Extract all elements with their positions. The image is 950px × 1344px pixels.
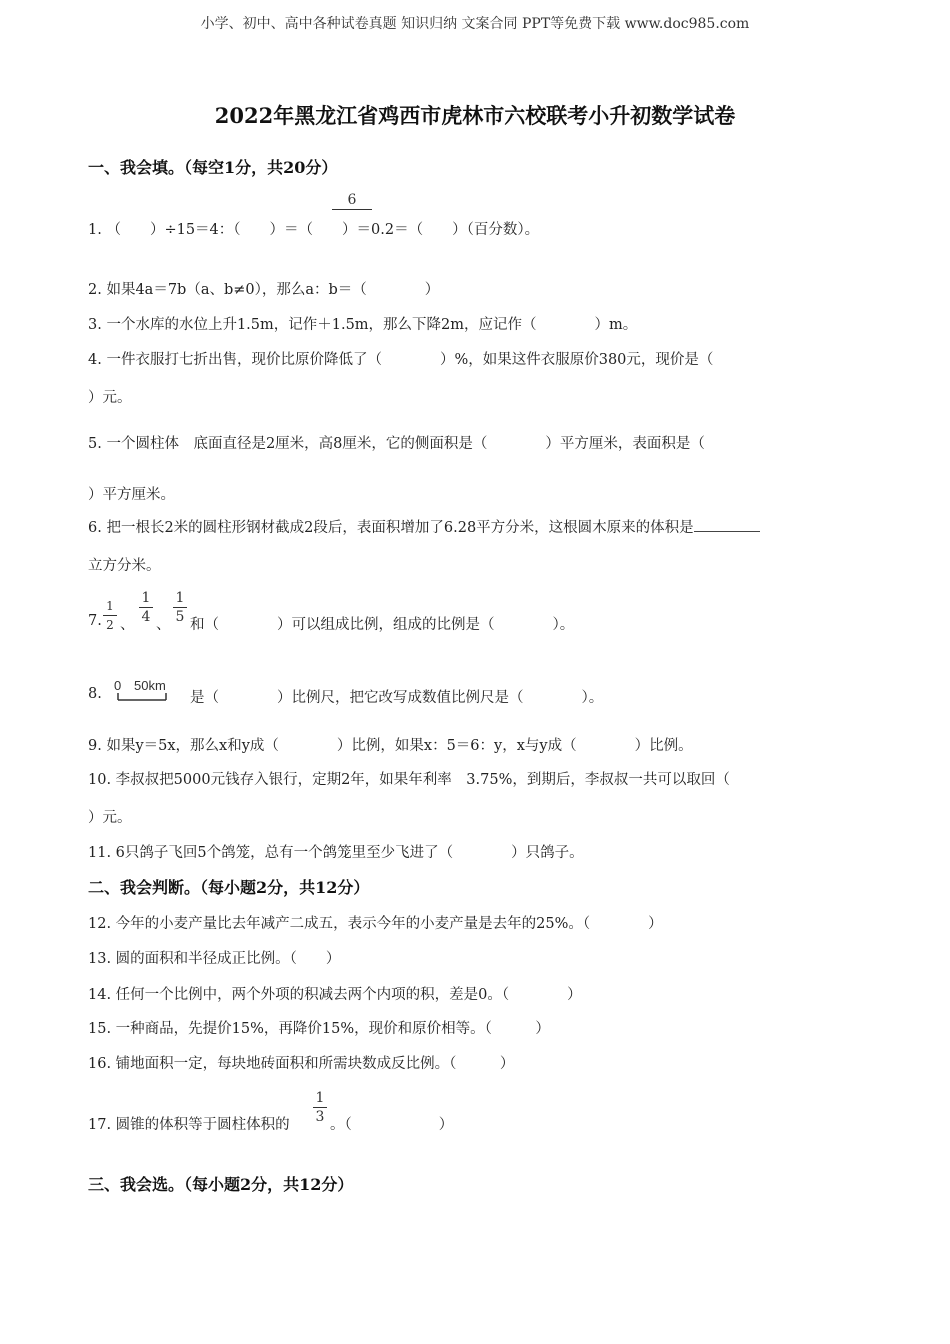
question-17-prefix: 17. 圆锥的体积等于圆柱体积的 [88, 1117, 290, 1133]
question-8-text: 是（ ）比例尺，把它改写成数值比例尺是（ ）。 [190, 690, 604, 706]
question-9: 9. 如果y＝5x，那么x和y成（ ）比例，如果x：5＝6：y，x与y成（ ）比例。 [88, 738, 693, 754]
numerator: 1 [315, 1090, 325, 1106]
q1-fraction-numerator: 6 [347, 192, 357, 208]
fraction-bar [313, 1107, 327, 1108]
q7-separator-2: 、 [156, 617, 171, 633]
scale-zero: 0 [114, 678, 122, 693]
question-6-line2: 立方分米。 [88, 558, 161, 574]
q17-fraction [313, 1090, 327, 1125]
fraction-bar [173, 607, 187, 608]
question-6-line1 [88, 516, 760, 537]
scale-label: 50km [134, 678, 166, 693]
answer-blank [694, 530, 760, 532]
section-fill-in: 一、我会填。（每空1分，共20分） [88, 158, 338, 177]
section-choose: 三、我会选。（每小题2分，共12分） [88, 1175, 354, 1194]
question-2: 2. 如果4a＝7b（a、b≠0），那么a：b＝（ ） [88, 282, 440, 298]
denominator: 5 [175, 609, 185, 625]
denominator: 2 [106, 618, 114, 632]
fraction-bar [103, 615, 117, 616]
question-7-prefix: 7. [88, 613, 102, 629]
question-7-text: 和（ ）可以组成比例，组成的比例是（ ）。 [190, 617, 575, 633]
question-10-line1: 10. 李叔叔把5000元钱存入银行，定期2年，如果年利率 3.75%，到期后，李叔叔一共可以取回（ [88, 772, 730, 788]
question-5-line1: 5. 一个圆柱体 底面直径是2厘米，高8厘米，它的侧面积是（ ）平方厘米，表面积是（ [88, 436, 705, 452]
numerator: 1 [175, 590, 185, 606]
denominator: 4 [141, 609, 151, 625]
question-12: 12. 今年的小麦产量比去年减产二成五，表示今年的小麦产量是去年的25%。（ ） [88, 916, 663, 932]
question-5-line2: ）平方厘米。 [88, 487, 175, 503]
fraction-bar [139, 607, 153, 608]
q7-fraction-1 [103, 598, 117, 633]
question-15: 15. 一种商品，先提价15%，再降价15%，现价和原价相等。（ ） [88, 1021, 550, 1037]
page-title: 2022年黑龙江省鸡西市虎林市六校联考小升初数学试卷 [214, 103, 736, 128]
q7-fraction-2 [139, 590, 153, 625]
question-4-line1: 4. 一件衣服打七折出售，现价比原价降低了（ ）%，如果这件衣服原价380元，现价是（ [88, 352, 714, 368]
denominator: 3 [315, 1109, 325, 1125]
site-header: 小学、初中、高中各种试卷真题 知识归纳 文案合同 PPT等免费下载 www.doc985.com [200, 16, 750, 32]
q7-separator-1: 、 [120, 617, 135, 633]
q1-fraction [332, 192, 372, 211]
question-1: 1. （ ）÷15＝4：（ ）＝（ ）＝0.2＝（ ）（百分数）。 [88, 222, 540, 238]
question-11: 11. 6只鸽子飞回5个鸽笼，总有一个鸽笼里至少飞进了（ ）只鸽子。 [88, 845, 584, 861]
numerator: 1 [141, 590, 151, 606]
question-3: 3. 一个水库的水位上升1.5m，记作＋1.5m，那么下降2m，应记作（ ）m。 [88, 317, 638, 333]
fraction-bar [332, 209, 372, 210]
question-14: 14. 任何一个比例中，两个外项的积减去两个内项的积，差是0。（ ） [88, 987, 582, 1003]
q7-fraction-3 [173, 590, 187, 625]
question-16: 16. 铺地面积一定，每块地砖面积和所需块数成反比例。（ ） [88, 1056, 515, 1072]
line-scale-icon [114, 678, 180, 706]
question-4-line2: ）元。 [88, 390, 132, 406]
question-10-line2: ）元。 [88, 810, 132, 826]
question-6-text: 6. 把一根长2米的圆柱形钢材截成2段后，表面积增加了6.28平方分米，这根圆木原来的体积是 [88, 520, 694, 536]
question-17-text: 。（ ） [330, 1117, 454, 1133]
question-13: 13. 圆的面积和半径成正比例。（ ） [88, 951, 341, 967]
section-judge: 二、我会判断。（每小题2分，共12分） [88, 878, 370, 897]
question-8-prefix: 8. [88, 686, 102, 702]
numerator: 1 [106, 599, 114, 613]
